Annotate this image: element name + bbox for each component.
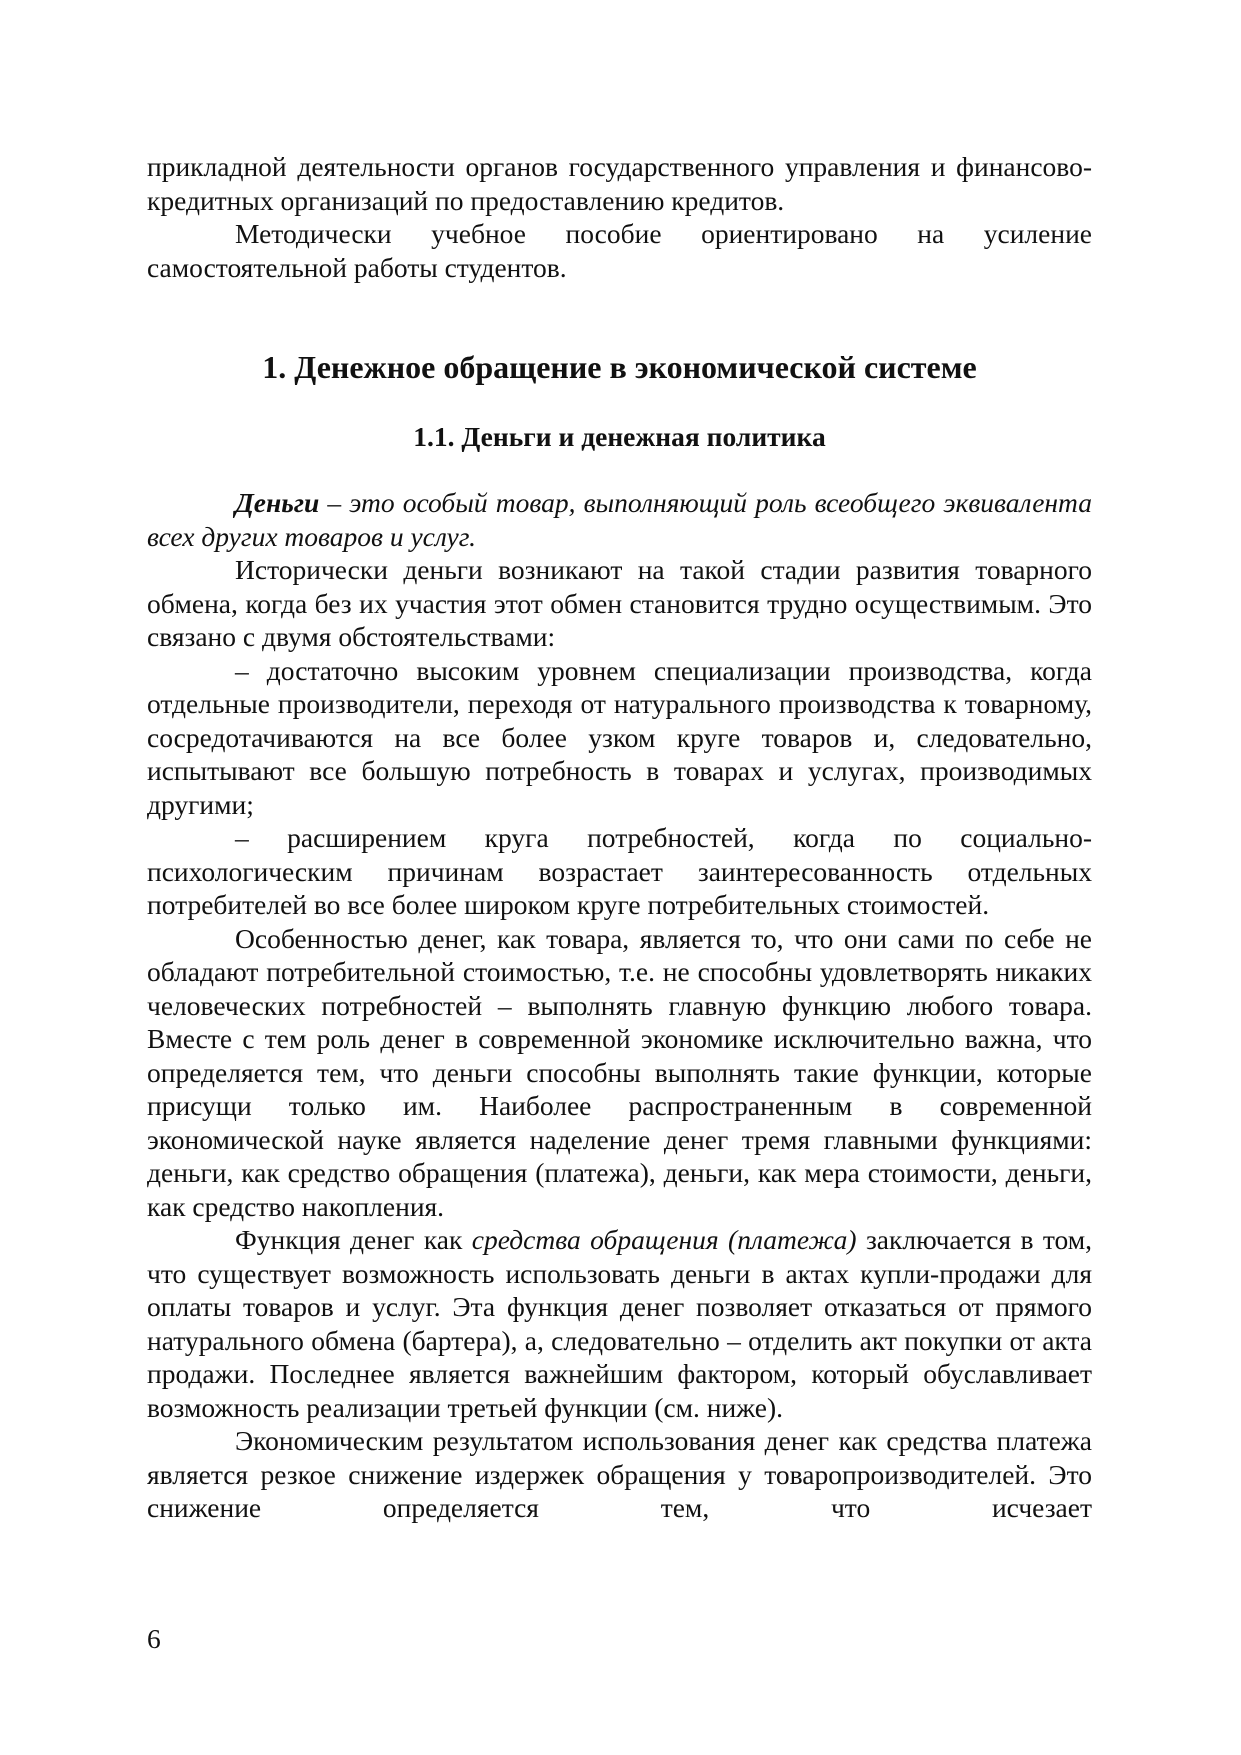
history-paragraph: Исторически деньги возникают на такой стадии развития товарного обмена, когда без их участия этот обмен становится трудно осуществимым. Это связано с двумя обстоятельствами: (147, 554, 1092, 652)
intro-block (147, 150, 1092, 284)
list-item-specialization: – достаточно высоким уровнем специализации производства, когда отдельные производители, переходя от натурального производства к товарному, сосредотачиваются на все более узком круге товаров и, следовательно, испытывают все большую потребность в товарах и услугах, производимых другими; (147, 654, 1092, 820)
feature-paragraph: Особенностью денег, как товара, является то, что они сами по себе не обладают потребительной стоимостью, т.е. не способны удовлетворять никаких человеческих потребностей – выполнять главную функцию любого товара. Вместе с тем роль денег в современной экономике исключительно важна, что определяется тем, что деньги способны выполнять такие функции, которые присущи только им. Наиболее распространенным в современной экономической науке является наделение денег тремя главными функциями: деньги, как средство обращения (платежа), деньги, как мера стоимости, деньги, как средство накопления. (147, 922, 1092, 1222)
list-item-needs: – расширением круга потребностей, когда по социально-психологическим причинам возрастает заинтересованность отдельных потребителей во все более широком круге потребительных стоимостей. (147, 822, 1092, 920)
definition-term: Деньги (235, 487, 320, 518)
function-paragraph (147, 1223, 1092, 1424)
function-term: средства обращения (платежа) (471, 1224, 857, 1255)
section-title: 1.1. Деньги и денежная политика (413, 421, 826, 452)
definition-paragraph (147, 486, 1092, 553)
definition-text: – это особый товар, выполняющий роль всеобщего эквивалента всех других товаров и услуг. (147, 487, 1092, 552)
function-text-start: Функция денег как (235, 1224, 472, 1255)
intro-paragraph-1: прикладной деятельности органов государственного управления и финансово-кредитных организаций по предоставлению кредитов. (147, 151, 1092, 216)
body-block (147, 486, 1092, 1525)
function-text-rest: заключается в том, что существует возможность использовать деньги в актах купли-продажи для оплаты товаров и услуг. Эта функция денег позволяет отказаться от прямого натурального обмена (бартера), а, следовательно – отделить акт покупки от акта продажи. Последнее является важнейшим фактором, который обуславливает возможность реализации третьей функции (см. ниже). (147, 1224, 1092, 1423)
page-number: 6 (147, 1623, 161, 1654)
intro-paragraph-2: Методически учебное пособие ориентировано на усиление самостоятельной работы студентов. (147, 218, 1092, 283)
result-paragraph: Экономическим результатом использования денег как средства платежа является резкое снижение издержек обращения у товаропроизводителей. Это снижение определяется тем, что исчезает (147, 1425, 1092, 1523)
chapter-title: 1. Денежное обращение в экономической системе (262, 349, 977, 385)
